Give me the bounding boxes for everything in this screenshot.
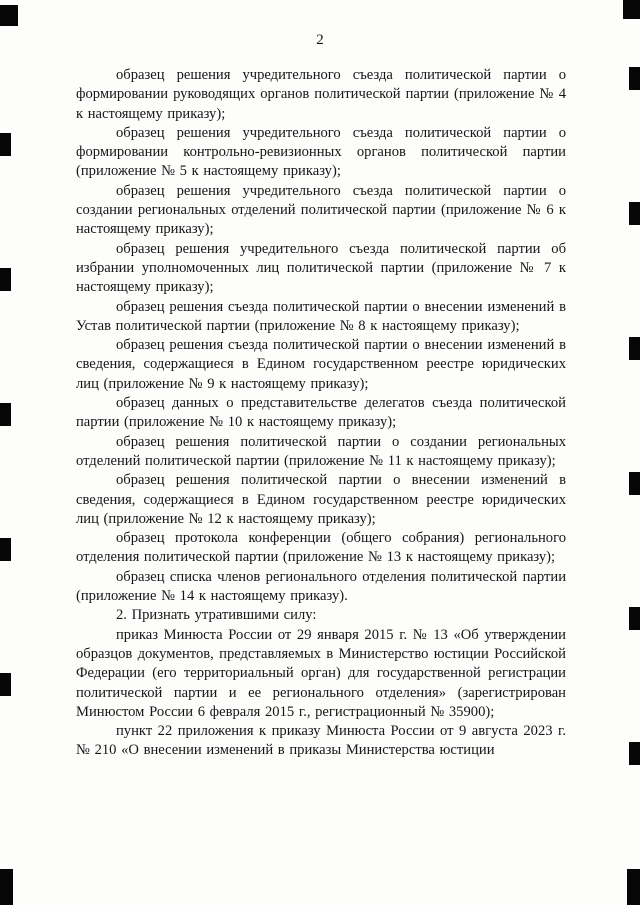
- scan-mark-left: [0, 268, 11, 291]
- scan-mark-top-left: [0, 5, 18, 26]
- scan-mark-bottom-right: [627, 869, 640, 905]
- paragraph: образец решения съезда политической партии о внесении изменений в Устав политической партии (приложение № 8 к настоящему приказу);: [76, 298, 566, 334]
- paragraph: образец решения учредительного съезда политической партии о формировании контрольно-ревизионных органов политической партии (приложение № 5 к настоящему приказу);: [76, 124, 566, 180]
- paragraph: образец решения учредительного съезда политической партии о создании региональных отделений политической партии (приложение № 6 к настоящему приказу);: [76, 182, 566, 238]
- scan-mark-left: [0, 673, 11, 696]
- paragraph: образец решения учредительного съезда политической партии об избрании уполномоченных лиц политической партии (приложение № 7 к настоящему приказу);: [76, 240, 566, 296]
- page-number: 2: [316, 32, 324, 48]
- scan-mark-right: [629, 67, 640, 90]
- paragraph: образец списка членов регионального отделения политической партии (приложение № 14 к настоящему приказу).: [76, 568, 566, 605]
- paragraph: образец данных о представительстве делегатов съезда политической партии (приложение № 10 к настоящему приказу);: [76, 395, 566, 431]
- scan-mark-right: [629, 202, 640, 225]
- paragraph: образец решения учредительного съезда политической партии о формировании руководящих органов политической партии (приложение № 4 к настоящему приказу);: [76, 67, 566, 122]
- paragraph: образец решения политической партии о внесении изменений в сведения, содержащиеся в Едином государственном реестре юридических лиц (приложение № 12 к настоящему приказу);: [76, 472, 566, 527]
- document-body: [76, 66, 566, 761]
- paragraph: приказ Минюста России от 29 января 2015 г. № 13 «Об утверждении образцов документов, представляемых в Министерство юстиции Российской Федерации (его территориальный орган) для государственной регистрации политической партии и ее регионального отделения» (зарегистрирован Минюстом России 6 февраля 2015 г., регистрационный № 35900);: [76, 626, 566, 720]
- paragraph: пункт 22 приложения к приказу Минюста России от 9 августа 2023 г. № 210 «О внесении изменений в приказы Министерства юстиции: [76, 723, 566, 759]
- paragraph: образец решения политической партии о создании региональных отделений политической партии (приложение № 11 к настоящему приказу);: [76, 433, 566, 469]
- scan-mark-right: [629, 472, 640, 495]
- scan-mark-left: [0, 133, 11, 156]
- scan-mark-right: [629, 607, 640, 630]
- paragraph: образец решения съезда политической партии о внесении изменений в сведения, содержащиеся в Едином государственном реестре юридических лиц (приложение № 9 к настоящему приказу);: [76, 337, 566, 392]
- paragraph: 2. Признать утратившими силу:: [116, 607, 317, 624]
- paragraph: образец протокола конференции (общего собрания) регионального отделения политической партии (приложение № 13 к настоящему приказу);: [76, 530, 566, 566]
- scan-mark-right: [629, 337, 640, 360]
- scan-mark-bottom-left: [0, 869, 13, 905]
- scan-mark-left: [0, 403, 11, 426]
- scan-mark-top-right: [623, 0, 640, 19]
- scan-mark-right: [629, 742, 640, 765]
- scan-mark-left: [0, 538, 11, 561]
